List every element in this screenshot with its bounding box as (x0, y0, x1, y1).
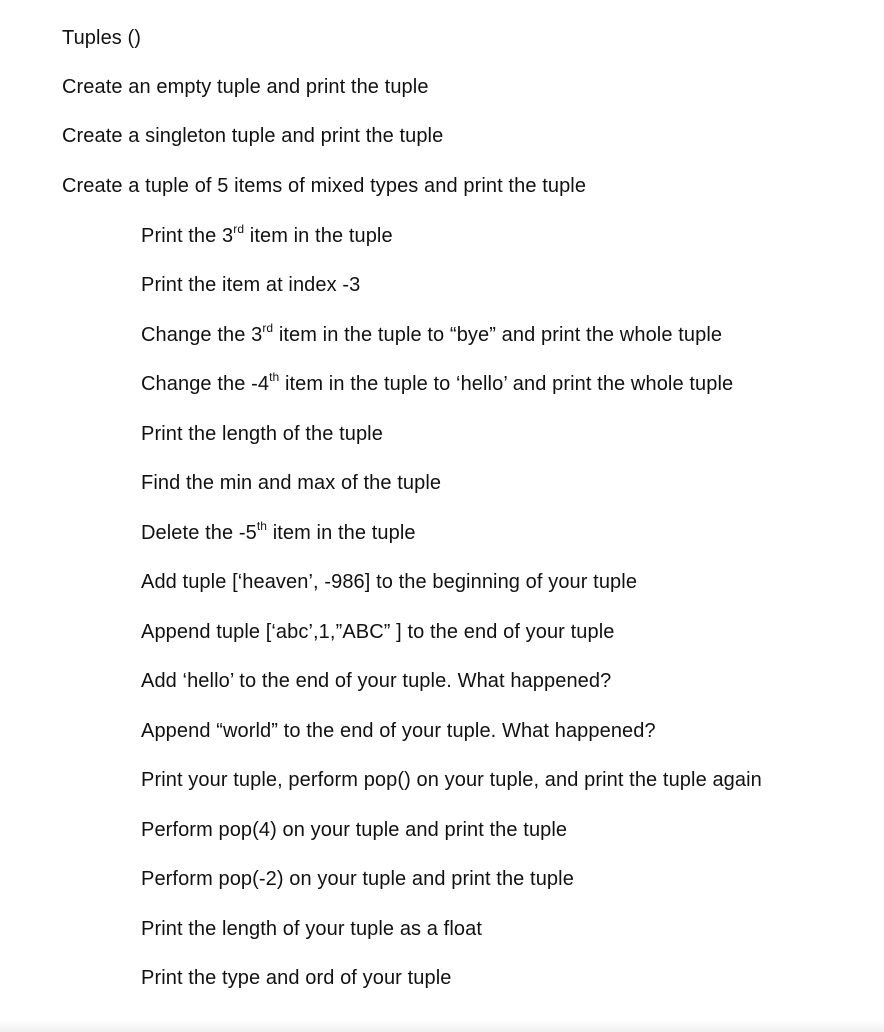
instruction-line (141, 224, 393, 248)
instruction-line: Create an empty tuple and print the tuple (62, 76, 429, 98)
ordinal-suffix: rd (262, 321, 274, 336)
instruction-line: Print your tuple, perform pop() on your tuple, and print the tuple again (141, 769, 762, 791)
line-text: Change the -4 (141, 373, 270, 395)
line-text: item in the tuple (244, 225, 393, 247)
instruction-line: Perform pop(4) on your tuple and print the tuple (141, 819, 568, 841)
line-text: Print the 3 (141, 225, 234, 247)
page-bottom-edge (0, 1020, 884, 1032)
instruction-line: Print the type and ord of your tuple (141, 967, 452, 989)
ordinal-suffix: rd (233, 222, 245, 237)
instruction-line (141, 372, 733, 396)
line-text: Change the 3 (141, 324, 263, 346)
instruction-line: Find the min and max of the tuple (141, 472, 442, 494)
instruction-line: Append “world” to the end of your tuple. What happened? (141, 720, 656, 742)
line-text: item in the tuple to ‘hello’ and print the whole tuple (279, 373, 734, 395)
instruction-line: Create a singleton tuple and print the tuple (62, 125, 444, 147)
instruction-line: Perform pop(-2) on your tuple and print the tuple (141, 868, 574, 890)
instruction-line: Print the item at index -3 (141, 274, 361, 296)
instruction-line: Create a tuple of 5 items of mixed types and print the tuple (62, 175, 587, 197)
instruction-line: Print the length of your tuple as a float (141, 918, 482, 940)
instruction-line: Append tuple [‘abc’,1,”ABC” ] to the end of your tuple (141, 621, 615, 643)
document-title: Tuples () (62, 27, 142, 49)
ordinal-suffix: th (256, 519, 268, 534)
line-text: Delete the -5 (141, 522, 257, 544)
instruction-line: Add tuple [‘heaven’, -986] to the beginning of your tuple (141, 571, 638, 593)
instruction-line: Print the length of the tuple (141, 423, 383, 445)
instruction-line (141, 521, 416, 545)
line-text: item in the tuple (267, 522, 416, 544)
instruction-line (141, 323, 722, 347)
instruction-line: Add ‘hello’ to the end of your tuple. What happened? (141, 670, 612, 692)
line-text: item in the tuple to “bye” and print the whole tuple (273, 324, 723, 346)
ordinal-suffix: th (269, 370, 280, 385)
